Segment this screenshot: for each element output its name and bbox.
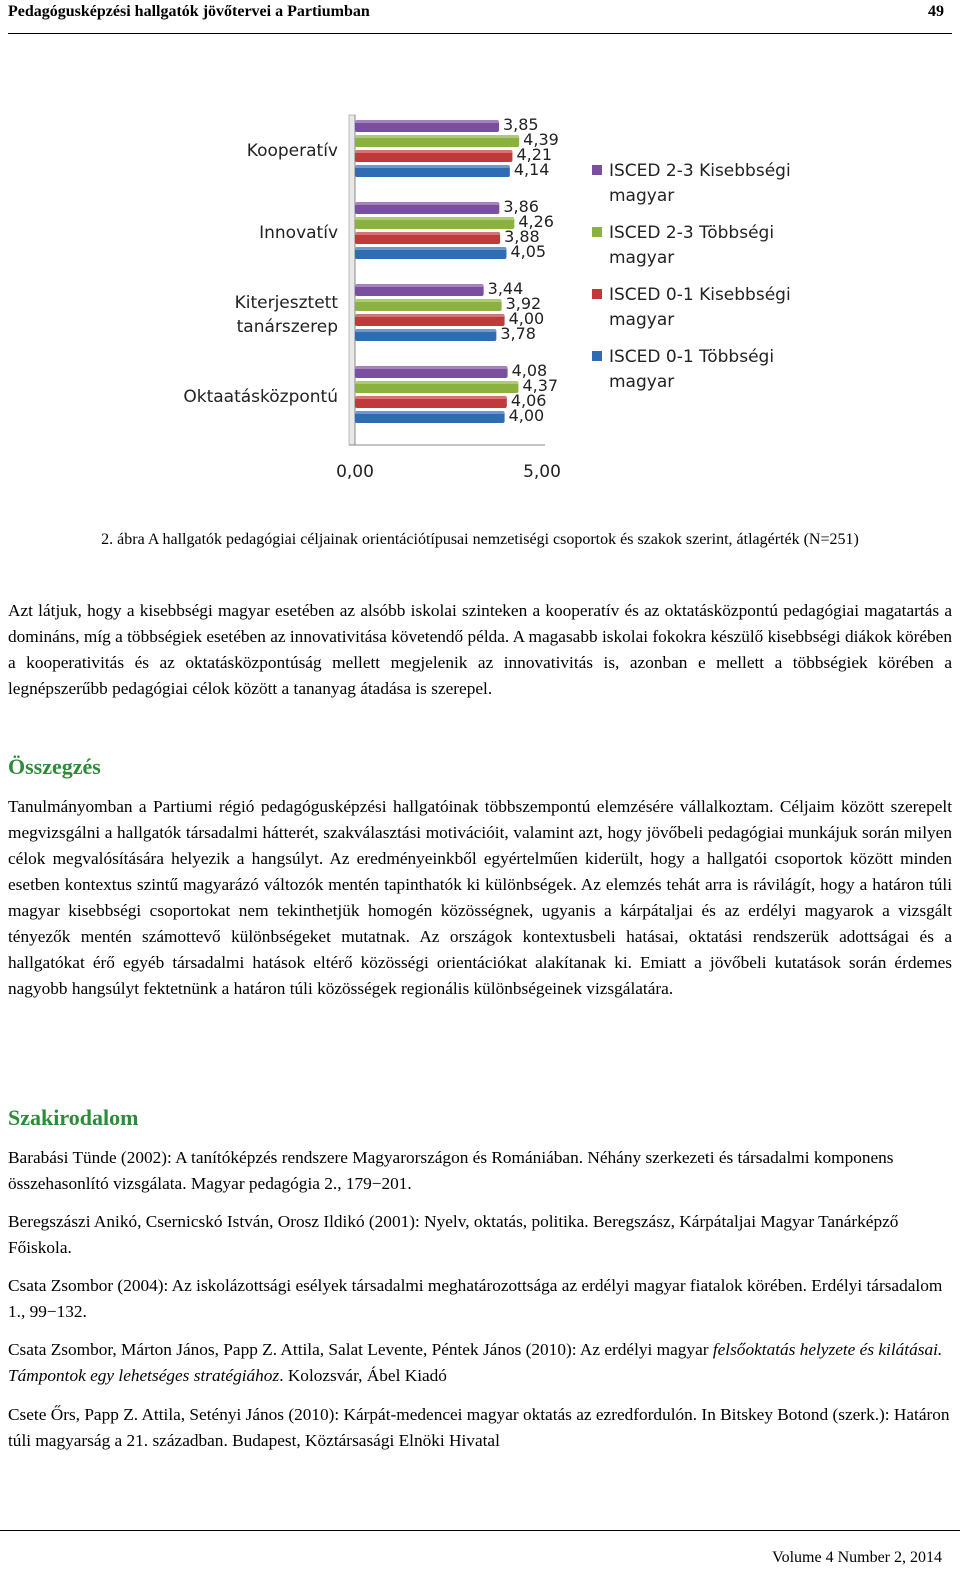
data-label: 3,88 bbox=[504, 227, 540, 246]
data-label: 3,85 bbox=[502, 115, 539, 134]
legend-label: ISCED 0-1 Kisebbségi bbox=[609, 285, 791, 305]
bar-chart bbox=[180, 105, 800, 495]
bar-highlight bbox=[355, 217, 514, 220]
legend-label: ISCED 2-3 Kisebbségi bbox=[609, 161, 791, 181]
legend-swatch bbox=[592, 165, 602, 175]
x-tick-label: 5,00 bbox=[523, 462, 561, 482]
data-label: 4,21 bbox=[516, 145, 553, 164]
data-label: 3,78 bbox=[500, 324, 536, 343]
data-label: 4,08 bbox=[511, 361, 548, 380]
axis-backplane bbox=[349, 115, 355, 445]
data-label: 4,37 bbox=[522, 376, 559, 395]
figure-caption: 2. ábra A hallgatók pedagógiai céljainak orientációtípusai nemzetiségi csoportok és szakok szerint, átlagérték (N=251) bbox=[101, 531, 859, 548]
bar-highlight bbox=[355, 247, 506, 250]
category-label: Kiterjesztett bbox=[234, 293, 338, 313]
x-tick-label: 0,00 bbox=[336, 462, 374, 482]
data-label: 4,26 bbox=[518, 212, 554, 231]
data-label: 4,00 bbox=[508, 406, 545, 425]
reference-3: Csata Zsombor (2004): Az iskolázottsági esélyek társadalmi meghatározottsága az erdélyi magyar fiatalok körében. Erdélyi társadalom 1., 99−132. bbox=[8, 1276, 943, 1321]
reference-1: Barabási Tünde (2002): A tanítóképzés rendszere Magyarországon és Romániában. Néhány szerkezeti és társadalmi komponens összehasonlító vizsgálata. Magyar pedagógia 2., 179−201. bbox=[8, 1148, 894, 1193]
category-label: Innovatív bbox=[259, 223, 338, 243]
data-label: 4,39 bbox=[523, 130, 559, 149]
reference-4-part-1: Csata Zsombor, Márton János, Papp Z. Attila, Salat Levente, Péntek János (2010): Az erdélyi magyar bbox=[8, 1340, 713, 1359]
data-label: 3,44 bbox=[487, 279, 524, 298]
volume-info: Volume 4 Number 2, 2014 bbox=[772, 1549, 942, 1566]
section-heading-references: Szakirodalom bbox=[8, 1105, 139, 1130]
legend-label: ISCED 2-3 Többségi bbox=[609, 223, 775, 243]
bar-highlight bbox=[355, 299, 502, 302]
bar-highlight bbox=[355, 411, 505, 414]
legend-swatch bbox=[592, 227, 602, 237]
reference-4-title: felsőoktatás helyzete és kilátásai. Támpontok egy lehetséges stratégiához bbox=[8, 1340, 943, 1385]
bar-highlight bbox=[355, 150, 512, 153]
bar-highlight bbox=[355, 135, 519, 138]
bar-highlight bbox=[355, 165, 510, 168]
reference-2: Beregszászi Anikó, Csernicskó István, Orosz Ildikó (2001): Nyelv, oktatás, politika. Beregszász, Kárpátaljai Magyar Tanárképző Főiskola. bbox=[8, 1212, 899, 1257]
category-label: tanárszerep bbox=[236, 317, 338, 337]
data-label: 4,05 bbox=[510, 242, 547, 261]
reference-4 bbox=[8, 1337, 952, 1389]
running-title: Pedagógusképzési hallgatók jövőtervei a Partiumban bbox=[8, 3, 370, 20]
bar-highlight bbox=[355, 232, 500, 235]
body-paragraph-1: Azt látjuk, hogy a kisebbségi magyar esetében az alsóbb iskolai szinteken a kooperatív és az oktatásközpontú pedagógiai magatartás a domináns, míg a többségiek esetében az innovativitása követendő példa. A magasabb iskolai fokokra készülő kisebbségi diákok körében a kooperativitás és az oktatásközpontúság mellett megjelenik az innovativitás is, azonban e mellett a többségiek körében a legnépszerűbb pedagógiai célok között a tananyag átadása is szerepel. bbox=[8, 601, 952, 698]
bar-highlight bbox=[355, 202, 499, 205]
legend-swatch bbox=[592, 289, 602, 299]
bar-highlight bbox=[355, 314, 505, 317]
legend-label: magyar bbox=[609, 372, 675, 392]
body-paragraph-2: Tanulmányomban a Partiumi régió pedagógusképzési hallgatóinak többszempontú elemzésére vállalkoztam. Céljaim között szerepelt megvizsgálni a hallgatók társadalmi hátterét, szakválasztási motivációit, valamint azt, hogy jövőbeli pedagógiai munkájuk során milyen célok megvalósítására helyezik a hangsúlyt. Az eredményeinkből egyértelműen kiderült, hogy a hallgatói csoportok között minden esetben kontextus szintű magyarázó változók mentén tapinthatók ki különbségek. Az elemzés tehát arra is rávilágít, hogy a határon túli magyar kisebbségi csoportokat nem tekinthetjük homogén közösségnek, ugyanis a kárpátaljai és az erdélyi magyarok a vizsgált tényezők mentén számottevő különbségeket mutatnak. Az országok kontextusbeli hatásai, oktatási rendszerük adottságai és a hallgatókat érő egyéb társadalmi hatások eltérő közösségi orientációkat alakítanak ki. Emiatt a jövőbeli kutatások során érdemes nagyobb hangsúlyt fektetnünk a határon túli közösségek regionális különbségeinek vizsgálatára. bbox=[8, 797, 952, 998]
data-label: 4,14 bbox=[513, 160, 550, 179]
bar-highlight bbox=[355, 396, 507, 399]
bar-highlight bbox=[355, 381, 518, 384]
footer bbox=[0, 1530, 960, 1593]
data-label: 3,92 bbox=[505, 294, 542, 313]
reference-4-part-2: . Kolozsvár, Ábel Kiadó bbox=[279, 1366, 447, 1385]
section-heading-summary: Összegzés bbox=[8, 754, 101, 779]
data-label: 4,00 bbox=[508, 309, 545, 328]
legend-label: ISCED 0-1 Többségi bbox=[609, 347, 775, 367]
reference-5: Csete Őrs, Papp Z. Attila, Setényi János (2010): Kárpát-medencei magyar oktatás az ezredfordulón. In Bitskey Botond (szerk.): Határon túli magyarság a 21. században. Budapest, Köztársasági Elnöki Hivatal bbox=[8, 1405, 950, 1450]
bar-highlight bbox=[355, 120, 499, 123]
data-label: 4,06 bbox=[510, 391, 547, 410]
bar-highlight bbox=[355, 329, 496, 332]
category-label: Oktaatásközpontú bbox=[183, 387, 338, 407]
page-number: 49 bbox=[928, 3, 944, 20]
running-header bbox=[8, 0, 952, 34]
legend-label: magyar bbox=[609, 310, 675, 330]
bar-highlight bbox=[355, 284, 484, 287]
bar-highlight bbox=[355, 366, 508, 369]
data-label: 3,86 bbox=[503, 197, 539, 216]
legend-label: magyar bbox=[609, 186, 675, 206]
legend-label: magyar bbox=[609, 248, 675, 268]
category-label: Kooperatív bbox=[246, 141, 338, 161]
legend-swatch bbox=[592, 351, 602, 361]
